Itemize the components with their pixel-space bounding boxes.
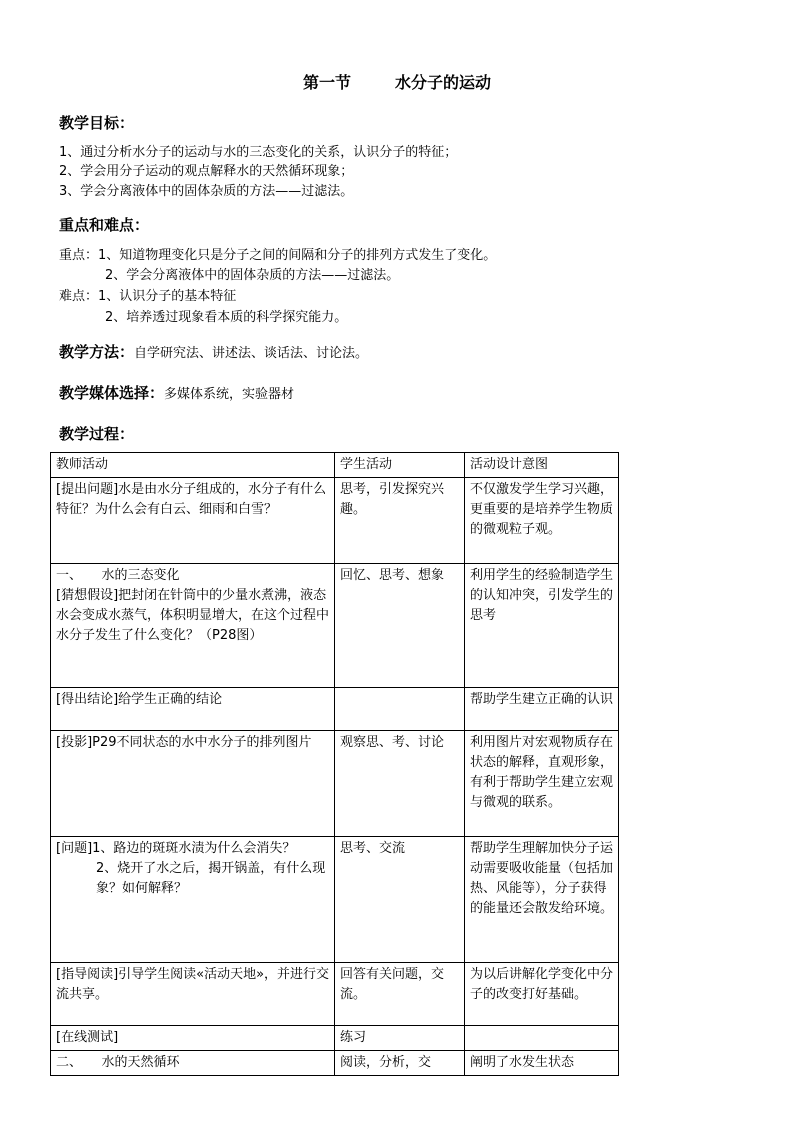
table-row	[51, 564, 619, 688]
method-label: 教学方法：	[59, 343, 135, 361]
teacher-cell: [得出结论]给学生正确的结论	[51, 688, 335, 731]
column-header: 教师活动	[51, 453, 335, 478]
teacher-cell	[51, 837, 335, 963]
student-cell: 思考、交流	[335, 837, 465, 963]
table-row	[51, 688, 619, 731]
media-line	[59, 382, 294, 403]
media-label: 教学媒体选择：	[59, 384, 165, 402]
teacher-cell: [投影]P29不同状态的水中水分子的排列图片	[51, 731, 335, 837]
column-header: 学生活动	[335, 453, 465, 478]
student-cell: 阅读，分析，交	[335, 1051, 465, 1076]
process-table	[50, 452, 619, 1076]
intent-cell: 不仅激发学生学习兴趣，更重要的是培养学生物质的微观粒子观。	[465, 478, 619, 564]
difficulty-line: 难点：1、认识分子的基本特征	[59, 289, 237, 304]
intent-cell: 阐明了水发生状态	[465, 1051, 619, 1076]
table-row	[51, 837, 619, 963]
keypoints-heading: 重点和难点：	[59, 216, 150, 234]
teacher-cell-body: [猜想假设]把封闭在针筒中的少量水煮沸，液态水会变成水蒸气，体积明显增大，在这个过程中水分子发生了什么变化？（P28图）	[56, 588, 330, 643]
table-row	[51, 1051, 619, 1076]
table-row	[51, 963, 619, 1026]
student-cell: 回忆、思考、想象	[335, 564, 465, 688]
student-cell: 练习	[335, 1026, 465, 1051]
section-number: 第一节	[302, 73, 351, 92]
student-cell: 回答有关问题，交流。	[335, 963, 465, 1026]
teacher-cell-question: 2、烧开了水之后，揭开锅盖，有什么现象？如何解释？	[96, 861, 326, 896]
intent-cell: 为以后讲解化学变化中分子的改变打好基础。	[465, 963, 619, 1026]
teacher-cell-question: [问题]1、路边的斑斑水渍为什么会消失？	[56, 841, 296, 856]
table-row	[51, 731, 619, 837]
teacher-cell	[51, 564, 335, 688]
student-cell: 观察思、考、讨论	[335, 731, 465, 837]
objectives-heading: 教学目标：	[59, 114, 135, 132]
student-cell	[335, 688, 465, 731]
table-row	[51, 1026, 619, 1051]
teacher-cell: 二、 水的天然循环	[51, 1051, 335, 1076]
student-cell: 思考，引发探究兴趣。	[335, 478, 465, 564]
objective-item: 3、学会分离液体中的固体杂质的方法——过滤法。	[59, 184, 354, 199]
table-header-row	[51, 453, 619, 478]
intent-cell	[465, 1026, 619, 1051]
process-heading: 教学过程：	[59, 425, 135, 443]
column-header: 活动设计意图	[465, 453, 619, 478]
media-value: 多媒体系统，实验器材	[164, 387, 295, 402]
difficulty-line: 2、培养透过现象看本质的科学探究能力。	[105, 310, 348, 325]
keypoint-line: 2、学会分离液体中的固体杂质的方法——过滤法。	[105, 268, 400, 283]
objective-item: 1、通过分析水分子的运动与水的三态变化的关系，认识分子的特征；	[59, 145, 458, 160]
intent-cell: 帮助学生建立正确的认识	[465, 688, 619, 731]
teacher-cell: [提出问题]水是由水分子组成的，水分子有什么特征？为什么会有白云、细雨和白雪？	[51, 478, 335, 564]
intent-cell: 帮助学生理解加快分子运动需要吸收能量（包括加热、风能等），分子获得的能量还会散发给环境。	[465, 837, 619, 963]
objective-item: 2、学会用分子运动的观点解释水的天然循环现象；	[59, 164, 354, 179]
intent-cell: 利用学生的经验制造学生的认知冲突，引发学生的思考	[465, 564, 619, 688]
method-value: 自学研究法、讲述法、谈话法、讨论法。	[134, 346, 369, 361]
table-row	[51, 478, 619, 564]
teacher-cell: [指导阅读]引导学生阅读«活动天地»，并进行交流共享。	[51, 963, 335, 1026]
teacher-cell: [在线测试]	[51, 1026, 335, 1051]
method-line	[59, 341, 368, 362]
intent-cell: 利用图片对宏观物质存在状态的解释，直观形象，有利于帮助学生建立宏观与微观的联系。	[465, 731, 619, 837]
keypoint-line: 重点：1、知道物理变化只是分子之间的间隔和分子的排列方式发生了变化。	[59, 248, 497, 263]
teacher-cell-heading: 一、 水的三态变化	[56, 568, 180, 583]
section-name: 水分子的运动	[395, 73, 492, 92]
page-title	[0, 70, 794, 93]
